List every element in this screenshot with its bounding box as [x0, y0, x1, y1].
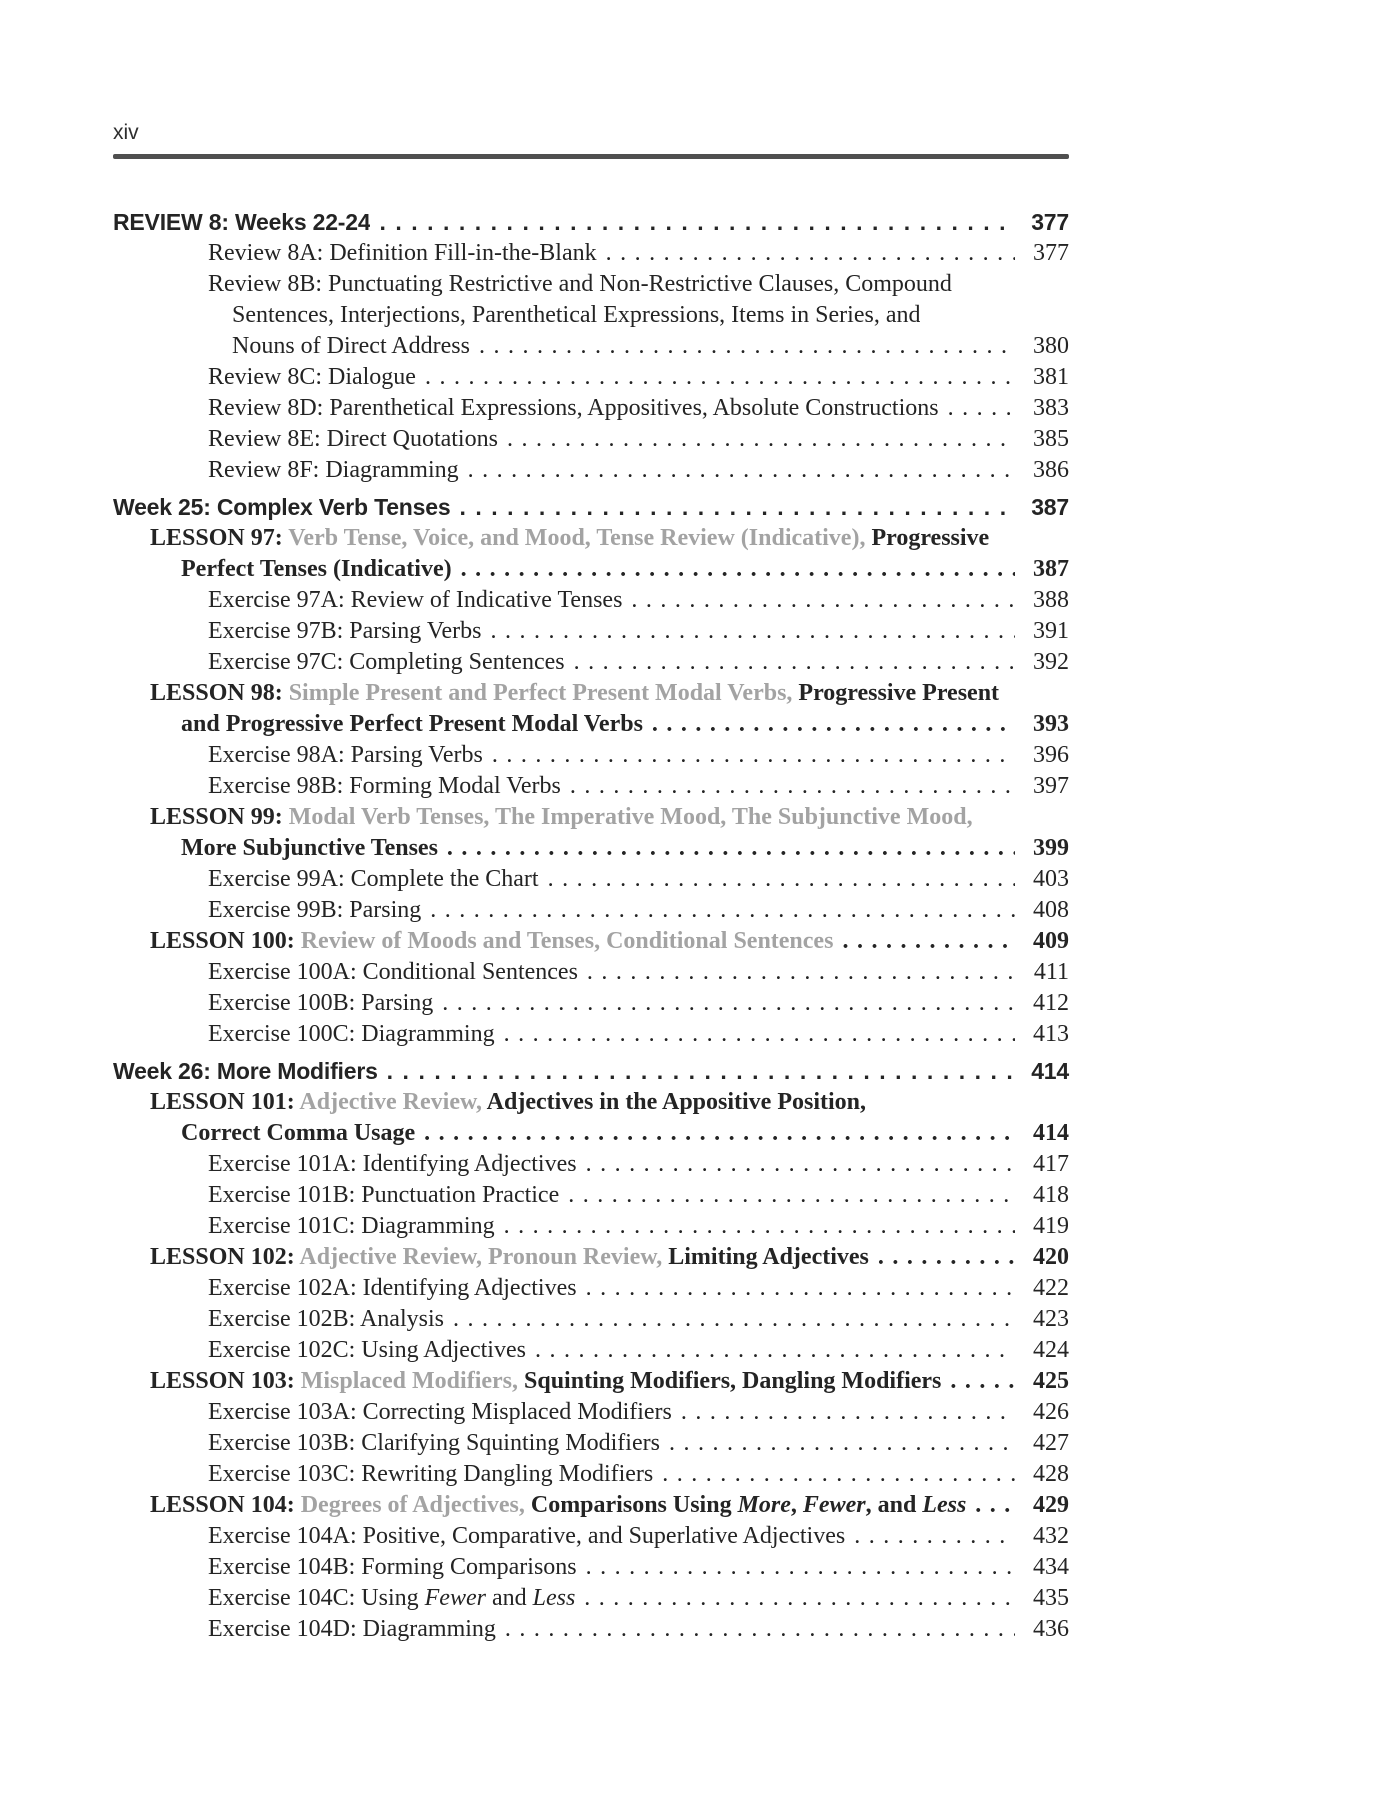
- toc-entry-text: [208, 895, 421, 926]
- toc-row: [113, 1211, 1069, 1242]
- page-number: 412: [1033, 990, 1069, 1016]
- dot-leader: [842, 926, 1015, 957]
- toc-row: [113, 300, 1069, 331]
- toc-entry-segment: Exercise 104B: Forming Comparisons: [208, 1554, 577, 1580]
- page-number: 428: [1033, 1461, 1069, 1487]
- toc-entry-text: [208, 1428, 660, 1459]
- dot-leader: [652, 709, 1015, 740]
- page-number: 414: [1033, 1120, 1069, 1146]
- toc-row: [113, 1428, 1069, 1459]
- toc-entry-segment: Review 8A: Definition Fill-in-the-Blank: [208, 240, 597, 266]
- page-number: 383: [1033, 395, 1069, 421]
- toc-row: [113, 1056, 1069, 1087]
- toc-entry-segment: Fewer: [424, 1585, 486, 1611]
- toc-entry-text: [150, 1366, 941, 1397]
- page-number: 414: [1031, 1058, 1069, 1084]
- page-number: 408: [1033, 897, 1069, 923]
- toc-row: [113, 523, 1069, 554]
- toc-row: [113, 1490, 1069, 1521]
- toc-entry-segment: Adjectives in the Appositive Position,: [486, 1089, 867, 1115]
- toc-entry-text: [150, 1242, 869, 1273]
- toc-row: [113, 1180, 1069, 1211]
- toc-entry-segment: Exercise 101C: Diagramming: [208, 1213, 495, 1239]
- page-number: 434: [1033, 1554, 1069, 1580]
- toc-entry-text: [208, 1149, 577, 1180]
- toc-row: [113, 988, 1069, 1019]
- page-number: 436: [1033, 1616, 1069, 1642]
- toc-entry-segment: Correct Comma Usage: [181, 1120, 416, 1146]
- dot-leader: [878, 1242, 1015, 1273]
- toc-row: [113, 585, 1069, 616]
- toc-entry-segment: Less: [532, 1585, 576, 1611]
- toc-row: [113, 678, 1069, 709]
- toc-row: [113, 1019, 1069, 1050]
- toc-entry-segment: Exercise 101A: Identifying Adjectives: [208, 1151, 577, 1177]
- toc-entry-segment: Review 8C: Dialogue: [208, 364, 416, 390]
- dot-leader: [442, 988, 1015, 1019]
- toc-row: [113, 238, 1069, 269]
- toc-entry-segment: Exercise 99A: Complete the Chart: [208, 866, 539, 892]
- dot-leader: [662, 1459, 1015, 1490]
- toc-page: [113, 0, 1069, 1645]
- toc-row: [113, 331, 1069, 362]
- toc-row: [113, 424, 1069, 455]
- toc-entry-text: [150, 1490, 966, 1521]
- toc-row: [113, 362, 1069, 393]
- toc-entry-segment: Progressive Present: [798, 680, 1000, 706]
- dot-leader: [950, 1366, 1015, 1397]
- toc-row: [113, 740, 1069, 771]
- toc-row: [113, 864, 1069, 895]
- page-number: 413: [1033, 1021, 1069, 1047]
- toc-entry-segment: Less: [922, 1492, 967, 1518]
- toc-entry-text: [208, 1521, 845, 1552]
- toc-entry-text: [113, 1056, 378, 1087]
- page-number: 377: [1031, 209, 1069, 235]
- toc-row: [113, 647, 1069, 678]
- page-number: 422: [1033, 1275, 1069, 1301]
- toc-row: [113, 1304, 1069, 1335]
- toc-row: [113, 1459, 1069, 1490]
- toc-entry-text: [232, 300, 920, 331]
- page-number: 387: [1031, 494, 1069, 520]
- toc-row: [113, 1242, 1069, 1273]
- dot-leader: [468, 455, 1015, 486]
- toc-entry-segment: Nouns of Direct Address: [232, 333, 470, 359]
- toc-entry-text: [150, 802, 973, 833]
- toc-entry-segment: Exercise 102C: Using Adjectives: [208, 1337, 526, 1363]
- toc-entry-segment: Exercise 102A: Identifying Adjectives: [208, 1275, 577, 1301]
- toc-row: [113, 771, 1069, 802]
- toc-entry-text: [181, 1118, 415, 1149]
- toc-entry-segment: Week 26: More Modifiers: [113, 1058, 378, 1084]
- page-number: 427: [1033, 1430, 1069, 1456]
- toc-entry-segment: Exercise 103B: Clarifying Squinting Modifiers: [208, 1430, 660, 1456]
- dot-leader: [574, 647, 1015, 678]
- toc-entry-segment: Exercise 104C: Using: [208, 1585, 425, 1611]
- page-number: 429: [1033, 1492, 1069, 1518]
- toc-entry-segment: Progressive: [871, 525, 990, 551]
- dot-leader: [568, 1180, 1015, 1211]
- page-number: 397: [1033, 773, 1069, 799]
- page-header: [113, 122, 1069, 159]
- dot-leader: [606, 238, 1015, 269]
- toc-entry-segment: and Progressive Perfect Present Modal Verbs: [181, 711, 643, 737]
- toc-entry-segment: Misplaced Modifiers,: [300, 1368, 525, 1394]
- toc-entry-text: [208, 424, 498, 455]
- toc-entry-segment: Adjective Review,: [299, 1089, 487, 1115]
- toc-row: [113, 926, 1069, 957]
- toc-row: [113, 833, 1069, 864]
- toc-entry-segment: Squinting Modifiers, Dangling Modifiers: [524, 1368, 942, 1394]
- toc-entry-segment: LESSON 100:: [150, 928, 301, 954]
- toc-entry-text: [208, 957, 578, 988]
- dot-leader: [586, 1149, 1015, 1180]
- toc-entry-text: [113, 207, 370, 238]
- toc-row: [113, 1335, 1069, 1366]
- page-number: 377: [1033, 240, 1069, 266]
- page-number: 419: [1033, 1213, 1069, 1239]
- toc-row: [113, 207, 1069, 238]
- toc-entry-segment: Degrees of Adjectives,: [300, 1492, 531, 1518]
- dot-leader: [424, 1118, 1015, 1149]
- toc-row: [113, 1397, 1069, 1428]
- page-number: 423: [1033, 1306, 1069, 1332]
- dot-leader: [854, 1521, 1015, 1552]
- page-number: 426: [1033, 1399, 1069, 1425]
- toc-entry-text: [208, 269, 952, 300]
- toc-entry-segment: LESSON 99:: [150, 804, 289, 830]
- toc-entry-text: [181, 709, 643, 740]
- toc-entry-text: [208, 1273, 577, 1304]
- toc-entry-segment: Exercise 97A: Review of Indicative Tenses: [208, 587, 623, 613]
- toc-entry-segment: Exercise 100A: Conditional Sentences: [208, 959, 578, 985]
- dot-leader: [586, 1273, 1015, 1304]
- dot-leader: [453, 1304, 1015, 1335]
- toc-entry-segment: Adjective Review, Pronoun Review,: [299, 1244, 669, 1270]
- toc-entry-text: [150, 678, 999, 709]
- toc-entry-text: [208, 1304, 444, 1335]
- toc-entry-segment: Exercise 99B: Parsing: [208, 897, 422, 923]
- toc-row: [113, 492, 1069, 523]
- toc-entry-text: [150, 1087, 866, 1118]
- toc-entry-text: [181, 833, 438, 864]
- dot-leader: [669, 1428, 1015, 1459]
- toc-entry-text: [208, 238, 597, 269]
- toc-entry-text: [208, 988, 433, 1019]
- toc-entry-segment: LESSON 102:: [150, 1244, 300, 1270]
- table-of-contents: [113, 159, 1069, 1645]
- toc-entry-segment: Exercise 98A: Parsing Verbs: [208, 742, 483, 768]
- toc-entry-text: [232, 331, 470, 362]
- dot-leader: [586, 1552, 1015, 1583]
- dot-leader: [587, 957, 1015, 988]
- page-number: 387: [1033, 556, 1069, 582]
- toc-entry-text: [208, 616, 482, 647]
- page-number: 399: [1033, 835, 1069, 861]
- toc-row: [113, 554, 1069, 585]
- toc-entry-text: [208, 1180, 559, 1211]
- page-number: 386: [1033, 457, 1069, 483]
- toc-entry-segment: Exercise 100B: Parsing: [208, 990, 434, 1016]
- toc-row: [113, 1149, 1069, 1180]
- page-number: 420: [1033, 1244, 1069, 1270]
- dot-leader: [975, 1490, 1015, 1521]
- dot-leader: [505, 1614, 1015, 1645]
- toc-entry-segment: Exercise 104D: Diagramming: [208, 1616, 496, 1642]
- dot-leader: [447, 833, 1015, 864]
- toc-row: [113, 455, 1069, 486]
- dot-leader: [948, 393, 1015, 424]
- toc-entry-text: [208, 1459, 653, 1490]
- page-number: 393: [1033, 711, 1069, 737]
- toc-entry-text: [208, 585, 622, 616]
- dot-leader: [492, 740, 1015, 771]
- dot-leader: [570, 771, 1015, 802]
- toc-entry-segment: More Subjunctive Tenses: [181, 835, 438, 861]
- toc-entry-segment: Exercise 101B: Punctuation Practice: [208, 1182, 560, 1208]
- toc-entry-segment: Comparisons Using: [530, 1492, 738, 1518]
- dot-leader: [681, 1397, 1015, 1428]
- toc-entry-text: [208, 1552, 577, 1583]
- page-number: 409: [1033, 928, 1069, 954]
- dot-leader: [387, 1056, 1015, 1087]
- toc-entry-segment: Review 8B: Punctuating Restrictive and Non-Restrictive Clauses, Compound: [208, 271, 952, 297]
- toc-entry-segment: LESSON 104:: [150, 1492, 301, 1518]
- toc-entry-text: [208, 771, 561, 802]
- toc-entry-segment: LESSON 98:: [150, 680, 289, 706]
- toc-entry-segment: Perfect Tenses (Indicative): [181, 556, 452, 582]
- dot-leader: [459, 492, 1015, 523]
- toc-entry-segment: Exercise 97C: Completing Sentences: [208, 649, 565, 675]
- toc-entry-segment: Exercise 104A: Positive, Comparative, and Superlative Adjectives: [208, 1523, 846, 1549]
- toc-row: [113, 1583, 1069, 1614]
- toc-row: [113, 895, 1069, 926]
- page-number: 435: [1033, 1585, 1069, 1611]
- page-number: 425: [1033, 1368, 1069, 1394]
- toc-entry-segment: Verb Tense, Voice, and Mood, Tense Review (Indicative),: [288, 525, 872, 551]
- dot-leader: [631, 585, 1015, 616]
- toc-entry-segment: LESSON 101:: [150, 1089, 300, 1115]
- dot-leader: [507, 424, 1015, 455]
- toc-entry-segment: Exercise 103C: Rewriting Dangling Modifiers: [208, 1461, 654, 1487]
- page-number: 391: [1033, 618, 1069, 644]
- toc-row: [113, 269, 1069, 300]
- dot-leader: [584, 1583, 1015, 1614]
- page-number: 380: [1033, 333, 1069, 359]
- toc-entry-text: [113, 492, 450, 523]
- toc-entry-segment: Modal Verb Tenses, The Imperative Mood, The Subjunctive Mood,: [288, 804, 973, 830]
- dot-leader: [379, 207, 1015, 238]
- toc-entry-segment: Limiting Adjectives: [668, 1244, 869, 1270]
- toc-entry-segment: Review 8E: Direct Quotations: [208, 426, 498, 452]
- toc-entry-text: [208, 1335, 526, 1366]
- dot-leader: [535, 1335, 1015, 1366]
- toc-entry-segment: Fewer: [802, 1492, 866, 1518]
- dot-leader: [461, 554, 1015, 585]
- page-number: 403: [1033, 866, 1069, 892]
- toc-entry-segment: , and: [865, 1492, 923, 1518]
- toc-entry-text: [181, 554, 452, 585]
- toc-entry-segment: More: [737, 1492, 791, 1518]
- toc-row: [113, 616, 1069, 647]
- toc-entry-segment: Week 25: Complex Verb Tenses: [113, 494, 451, 520]
- toc-entry-text: [208, 362, 416, 393]
- toc-row: [113, 1521, 1069, 1552]
- toc-entry-segment: Exercise 102B: Analysis: [208, 1306, 444, 1332]
- toc-entry-text: [150, 926, 833, 957]
- page-number: 381: [1033, 364, 1069, 390]
- toc-row: [113, 1118, 1069, 1149]
- toc-entry-segment: and: [485, 1585, 533, 1611]
- page-number: 396: [1033, 742, 1069, 768]
- toc-row: [113, 1087, 1069, 1118]
- toc-entry-segment: LESSON 97:: [150, 525, 289, 551]
- toc-row: [113, 802, 1069, 833]
- toc-entry-text: [208, 393, 939, 424]
- toc-entry-text: [208, 1211, 495, 1242]
- toc-entry-text: [208, 740, 483, 771]
- dot-leader: [504, 1211, 1015, 1242]
- toc-entry-segment: Exercise 97B: Parsing Verbs: [208, 618, 482, 644]
- toc-entry-segment: Exercise 103A: Correcting Misplaced Modifiers: [208, 1399, 672, 1425]
- dot-leader: [504, 1019, 1015, 1050]
- page-number: 418: [1033, 1182, 1069, 1208]
- toc-entry-text: [208, 647, 565, 678]
- toc-entry-text: [208, 1397, 672, 1428]
- toc-row: [113, 1552, 1069, 1583]
- toc-entry-segment: Exercise 100C: Diagramming: [208, 1021, 495, 1047]
- toc-entry-text: [208, 455, 459, 486]
- toc-entry-segment: Simple Present and Perfect Present Modal Verbs,: [288, 680, 799, 706]
- dot-leader: [479, 331, 1015, 362]
- toc-row: [113, 957, 1069, 988]
- toc-entry-segment: Sentences, Interjections, Parenthetical Expressions, Items in Series, and: [232, 302, 921, 328]
- page-number: 417: [1033, 1151, 1069, 1177]
- toc-row: [113, 709, 1069, 740]
- dot-leader: [491, 616, 1015, 647]
- toc-entry-text: [150, 523, 989, 554]
- toc-entry-text: [208, 1019, 495, 1050]
- toc-entry-text: [208, 1614, 496, 1645]
- toc-row: [113, 1614, 1069, 1645]
- toc-row: [113, 393, 1069, 424]
- page-number: 388: [1033, 587, 1069, 613]
- page-number: 385: [1033, 426, 1069, 452]
- page-number: 432: [1033, 1523, 1069, 1549]
- toc-entry-text: [208, 864, 539, 895]
- toc-entry-segment: ,: [790, 1492, 803, 1518]
- toc-entry-segment: Exercise 98B: Forming Modal Verbs: [208, 773, 561, 799]
- toc-entry-segment: Review 8D: Parenthetical Expressions, Appositives, Absolute Constructions: [208, 395, 939, 421]
- dot-leader: [430, 895, 1015, 926]
- toc-entry-text: [208, 1583, 575, 1614]
- dot-leader: [425, 362, 1015, 393]
- toc-row: [113, 1366, 1069, 1397]
- toc-entry-segment: Review 8F: Diagramming: [208, 457, 459, 483]
- page-number: 392: [1033, 649, 1069, 675]
- dot-leader: [548, 864, 1015, 895]
- toc-entry-segment: Review of Moods and Tenses, Conditional Sentences: [300, 928, 834, 954]
- page-number: 411: [1033, 959, 1069, 985]
- page-number: 424: [1033, 1337, 1069, 1363]
- folio-page-number: xiv: [113, 121, 139, 144]
- toc-row: [113, 1273, 1069, 1304]
- toc-entry-segment: REVIEW 8: Weeks 22-24: [113, 209, 371, 235]
- toc-entry-segment: LESSON 103:: [150, 1368, 301, 1394]
